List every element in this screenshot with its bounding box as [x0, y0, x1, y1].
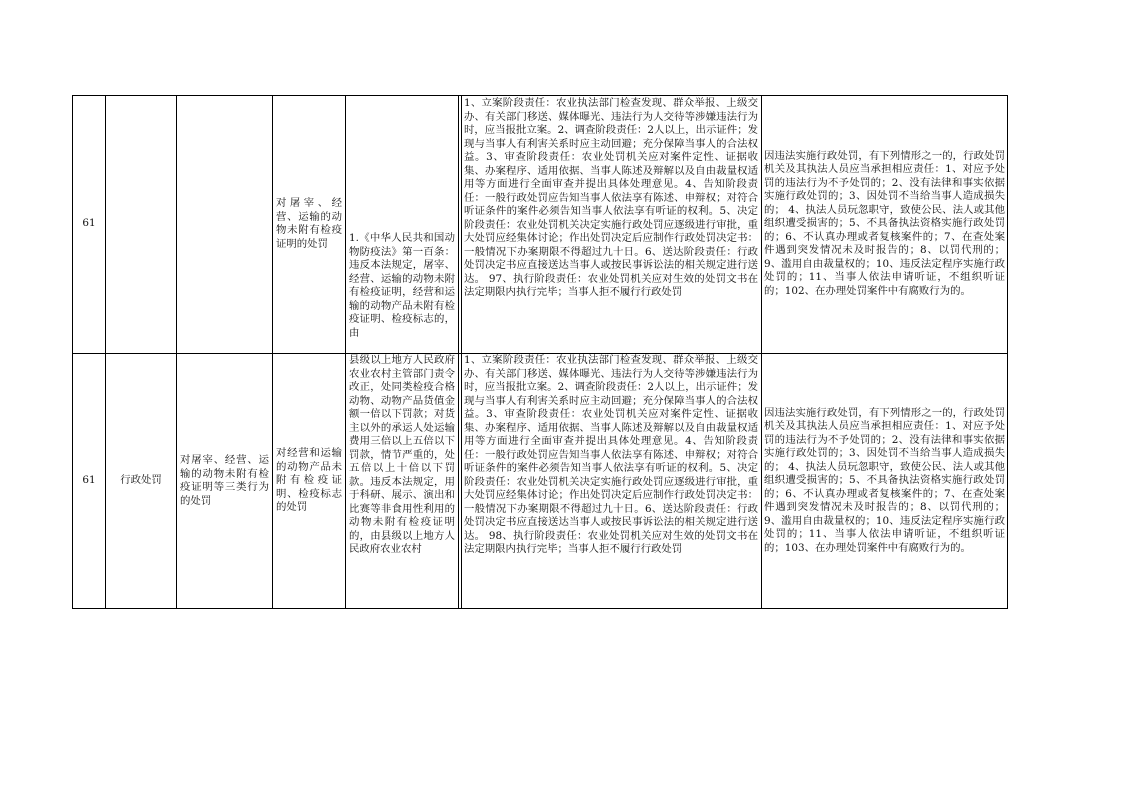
row-2-responsibility-text: 1、立案阶段责任：农业执法部门检查发现、群众举报、上级交办、有关部门移送、媒体曝光、违法行为人交待等涉嫌违法行为时，应当报批立案。2、调查阶段责任：2人以上，出示证件；发现与当事人有利害关系时应主动回避；充分保障当事人的合法权益。3、审查阶段责任：农业处罚机关应对案件定性、证据收集、办案程序、适用依据、当事人陈述及辩解以及自由裁量权适用等方面进行全面审查并提出具体处理意见。4、告知阶段责任：一般行政处罚应告知当事人依法享有陈述、申辩权；对符合听证条件的案件必须告知当事人依法享有听证的权利。5、决定阶段责任：农业处罚机关决定实施行政处罚应逐级进行审批，重大处罚应经集体讨论；作出处罚决定后应制作行政处罚决定书：一般情况下办案期限不得超过九十日。6、送达阶段责任：行政处罚决定书应直接送达当事人或按民事诉讼法的相关规定进行送达。 98、执行阶段责任：农业处罚机关应对生效的处罚文书在法定期限内执行完毕；当事人拒不履行行政处罚	[464, 354, 758, 555]
row-1-responsibility	[462, 97, 760, 352]
row-2-number-text: 61	[82, 474, 96, 487]
row-2-sub-item	[273, 354, 345, 608]
column-divider-4	[345, 95, 346, 609]
row-1-sub-item-text: 对屠宰、经营、运输的动物未附有检疫证明的处罚	[276, 197, 342, 250]
column-divider-5a	[458, 95, 459, 609]
table-bottom-border	[72, 608, 1008, 609]
row-2-basis-text: 县级以上地方人民政府农业农村主管部门责令改正，处同类检疫合格动物、动物产品货值金额一倍以下罚款；对货主以外的承运人处运输费用三倍以上五倍以下罚款，情节严重的，处五倍以上十倍以下罚款。违反本法规定，用于科研、展示、演出和比赛等非食用性利用的动物未附有检疫证明的，由县级以上地方人民政府农业农村	[349, 354, 455, 555]
row-2-basis	[346, 354, 458, 608]
row-1-number-text: 61	[82, 217, 96, 230]
row-1-basis-text: 1.《中华人民共和国动物防疫法》第一百条：违反本法规定，屠宰、经营、运输的动物未附有检疫证明，经营和运输的动物产品未附有检疫证明、检疫标志的，由	[349, 232, 455, 339]
row-2-number	[73, 354, 105, 608]
column-divider-1	[105, 95, 106, 609]
row-2-item	[177, 354, 272, 608]
row-2-accountability-text: 因违法实施行政处罚，有下列情形之一的，行政处罚机关及其执法人员应当承担相应责任：1、对应予处罚的违法行为不予处罚的；2、没有法律和事实依据实施行政处罚的；3、因处罚不当给当事人造成损失的； 4、执法人员玩忽职守，致使公民、法人或其他组织遭受损害的；5、不具备执法资格实施行政处罚的；6、不认真办理或者复核案件的；7、在查处案件遇到突发情况未及时报告的；8、以罚代刑的；9、滥用自由裁量权的；10、违反法定程序实施行政处罚的；11、当事人依法申请听证，不组织听证的；103、在办理处罚案件中有腐败行为的。	[764, 406, 1005, 554]
row-1-accountability-text: 因违法实施行政处罚，有下列情形之一的，行政处罚机关及其执法人员应当承担相应责任：1、对应予处罚的违法行为不予处罚的；2、没有法律和事实依据实施行政处罚的；3、因处罚不当给当事人造成损失的； 4、执法人员玩忽职守，致使公民、法人或其他组织遭受损害的；5、不具备执法资格实施行政处罚的；6、不认真办理或者复核案件的；7、在查处案件遇到突发情况未及时报告的；8、以罚代刑的；9、滥用自由裁量权的；10、违反法定程序实施行政处罚的；11、当事人依法申请听证，不组织听证的；102、在办理处罚案件中有腐败行为的。	[764, 149, 1005, 297]
column-divider-2	[176, 95, 177, 609]
column-divider-5b	[461, 95, 462, 609]
table-left-border	[72, 95, 73, 609]
row-2-category-text: 行政处罚	[120, 474, 162, 487]
row-2-sub-item-text: 对经营和运输的动物产品未附有检疫证明、检疫标志的处罚	[276, 447, 342, 514]
table-top-border	[72, 95, 1008, 96]
table-right-border	[1007, 95, 1008, 609]
row-2-item-text: 对屠宰、经营、运输的动物未附有检疫证明等三类行为的处罚	[180, 454, 269, 507]
row-1-accountability	[762, 96, 1007, 352]
column-divider-3	[272, 95, 273, 609]
column-divider-6	[761, 95, 762, 609]
row-2-accountability	[762, 354, 1007, 608]
row-1-sub-item	[273, 96, 345, 352]
row-1-basis	[346, 232, 458, 352]
row-2-category	[106, 354, 176, 608]
row-1-responsibility-text: 1、立案阶段责任：农业执法部门检查发现、群众举报、上级交办、有关部门移送、媒体曝光、违法行为人交待等涉嫌违法行为时，应当报批立案。2、调查阶段责任：2人以上，出示证件；发现与当事人有利害关系时应主动回避；充分保障当事人的合法权益。3、审查阶段责任：农业处罚机关应对案件定性、证据收集、办案程序、适用依据、当事人陈述及辩解以及自由裁量权适用等方面进行全面审查并提出具体处理意见。4、告知阶段责任：一般行政处罚应告知当事人依法享有陈述、申辩权；对符合听证条件的案件必须告知当事人依法享有听证的权利。5、决定阶段责任：农业处罚机关决定实施行政处罚应逐级进行审批，重大处罚应经集体讨论；作出处罚决定后应制作行政处罚决定书：一般情况下办案期限不得超过九十日。6、送达阶段责任：行政处罚决定书应直接送达当事人或按民事诉讼法的相关规定进行送达。 97、执行阶段责任：农业处罚机关应对生效的处罚文书在法定期限内执行完毕；当事人拒不履行行政处罚	[464, 97, 758, 298]
row-2-responsibility	[462, 354, 760, 608]
row-divider	[72, 353, 1008, 354]
row-1-number	[73, 96, 105, 352]
